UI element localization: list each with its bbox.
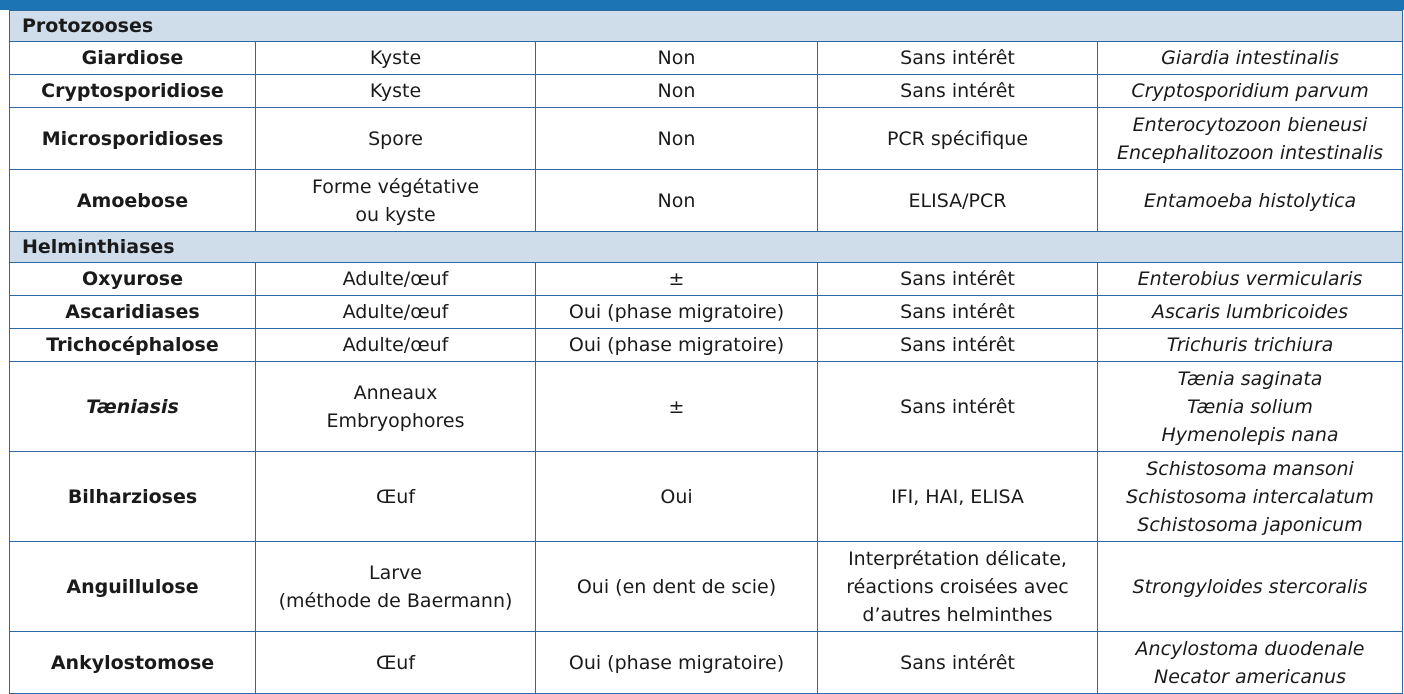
diagnostic-form-line: Adulte/œuf (342, 301, 449, 323)
serology-pcr-line: Interprétation délicate, (848, 547, 1067, 570)
table-row (10, 296, 1403, 329)
species (1098, 362, 1403, 452)
serology-pcr (818, 108, 1098, 170)
species (1098, 263, 1403, 296)
species-line: Trichuris trichiura (1166, 334, 1334, 356)
serology-pcr-line: Sans intérêt (900, 301, 1015, 323)
disease-name: Ascaridiases (10, 296, 256, 329)
eosinophilia: Non (536, 170, 818, 232)
table-row (10, 263, 1403, 296)
diagnostic-form-line: Larve (369, 561, 422, 584)
disease-name: Trichocéphalose (10, 329, 256, 362)
species (1098, 452, 1403, 542)
disease-name: Oxyurose (10, 263, 256, 296)
diagnostic-form (256, 632, 536, 694)
serology-pcr (818, 263, 1098, 296)
diagnostic-form-line: Adulte/œuf (342, 268, 449, 290)
disease-name: Cryptosporidiose (10, 75, 256, 108)
eosinophilia: ± (536, 263, 818, 296)
species (1098, 632, 1403, 694)
header-col-2 (255, 0, 535, 10)
species-line: Hymenolepis nana (1161, 423, 1339, 446)
diagnostic-form-line: Kyste (369, 47, 422, 69)
diagnostic-form (256, 170, 536, 232)
parasitoses-table (9, 10, 1403, 694)
section-row (10, 232, 1403, 263)
serology-pcr (818, 452, 1098, 542)
diagnostic-form-line: ou kyste (355, 203, 436, 226)
table-row (10, 452, 1403, 542)
diagnostic-form (256, 75, 536, 108)
disease-name: Ankylostomose (10, 632, 256, 694)
serology-pcr-line: réactions croisées avec (846, 575, 1069, 598)
diagnostic-form (256, 42, 536, 75)
species-line: Schistosoma intercalatum (1126, 485, 1374, 508)
table-row (10, 632, 1403, 694)
species (1098, 42, 1403, 75)
diagnostic-form (256, 452, 536, 542)
serology-pcr (818, 75, 1098, 108)
eosinophilia: Non (536, 108, 818, 170)
serology-pcr-line: Sans intérêt (900, 80, 1015, 102)
species-line: Entamoeba histolytica (1143, 189, 1357, 212)
table-row (10, 75, 1403, 108)
species (1098, 329, 1403, 362)
disease-name: Anguillulose (10, 542, 256, 632)
diagnostic-form (256, 263, 536, 296)
diagnostic-form-line: Œuf (375, 485, 416, 508)
eosinophilia: Oui (phase migratoire) (536, 632, 818, 694)
diagnostic-form-line: Œuf (375, 651, 416, 674)
disease-name: Bilharzioses (10, 452, 256, 542)
species-line: Ascaris lumbricoides (1152, 301, 1349, 323)
header-col-4 (818, 0, 1098, 10)
species (1098, 296, 1403, 329)
species-line: Enterobius vermicularis (1137, 268, 1363, 290)
eosinophilia: Oui (536, 452, 818, 542)
serology-pcr (818, 329, 1098, 362)
diagnostic-form-line: (méthode de Baermann) (278, 589, 513, 612)
species-line: Encephalitozoon intestinalis (1116, 141, 1384, 164)
serology-pcr (818, 362, 1098, 452)
table-row (10, 42, 1403, 75)
serology-pcr-line: Sans intérêt (900, 651, 1015, 674)
species-line: Necator americanus (1154, 665, 1346, 688)
species-line: Strongyloides stercoralis (1132, 575, 1368, 598)
species-line: Cryptosporidium parvum (1131, 80, 1369, 102)
diagnostic-form (256, 362, 536, 452)
diagnostic-form-line: Embryophores (326, 409, 465, 432)
table-row (10, 542, 1403, 632)
serology-pcr-line: PCR spécifique (886, 127, 1029, 150)
species-line: Ancylostoma duodenale (1135, 637, 1365, 660)
species (1098, 108, 1403, 170)
serology-pcr-line: Sans intérêt (900, 395, 1015, 418)
table-header-band (0, 0, 1404, 10)
serology-pcr (818, 170, 1098, 232)
serology-pcr-line: ELISA/PCR (908, 189, 1007, 212)
species-line: Schistosoma mansoni (1146, 457, 1354, 480)
disease-name: Microsporidioses (10, 108, 256, 170)
diagnostic-form (256, 329, 536, 362)
disease-name: Amoebose (10, 170, 256, 232)
serology-pcr-line: Sans intérêt (900, 334, 1015, 356)
diagnostic-form-line: Kyste (369, 80, 422, 102)
table-row (10, 170, 1403, 232)
eosinophilia: Oui (en dent de scie) (536, 542, 818, 632)
diagnostic-form-line: Forme végétative (311, 175, 480, 198)
diagnostic-form-line: Adulte/œuf (342, 334, 449, 356)
table-row (10, 362, 1403, 452)
species-line: Tænia saginata (1177, 367, 1323, 390)
eosinophilia: Oui (phase migratoire) (536, 296, 818, 329)
section-row (10, 11, 1403, 42)
table-row (10, 108, 1403, 170)
diagnostic-form (256, 108, 536, 170)
disease-name: Giardiose (10, 42, 256, 75)
diagnostic-form-line: Spore (368, 127, 423, 150)
species (1098, 75, 1403, 108)
eosinophilia: Non (536, 42, 818, 75)
serology-pcr (818, 296, 1098, 329)
species (1098, 170, 1403, 232)
serology-pcr-line: Sans intérêt (900, 47, 1015, 69)
section-title: Protozooses (10, 11, 1403, 42)
species (1098, 542, 1403, 632)
serology-pcr-line: d’autres helminthes (862, 603, 1053, 626)
eosinophilia: Oui (phase migratoire) (536, 329, 818, 362)
species-line: Schistosoma japonicum (1137, 513, 1363, 536)
disease-name: Tæniasis (10, 362, 256, 452)
eosinophilia: ± (536, 362, 818, 452)
serology-pcr-line: Sans intérêt (900, 268, 1015, 290)
serology-pcr-line: IFI, HAI, ELISA (891, 485, 1024, 508)
diagnostic-form (256, 296, 536, 329)
species-line: Enterocytozoon bieneusi (1132, 113, 1368, 136)
table-row (10, 329, 1403, 362)
eosinophilia: Non (536, 75, 818, 108)
species-line: Tænia solium (1187, 395, 1313, 418)
species-line: Giardia intestinalis (1161, 47, 1339, 69)
serology-pcr (818, 632, 1098, 694)
section-title: Helminthiases (10, 232, 1403, 263)
serology-pcr (818, 542, 1098, 632)
serology-pcr (818, 42, 1098, 75)
diagnostic-form-line: Anneaux (353, 381, 438, 404)
diagnostic-form (256, 542, 536, 632)
